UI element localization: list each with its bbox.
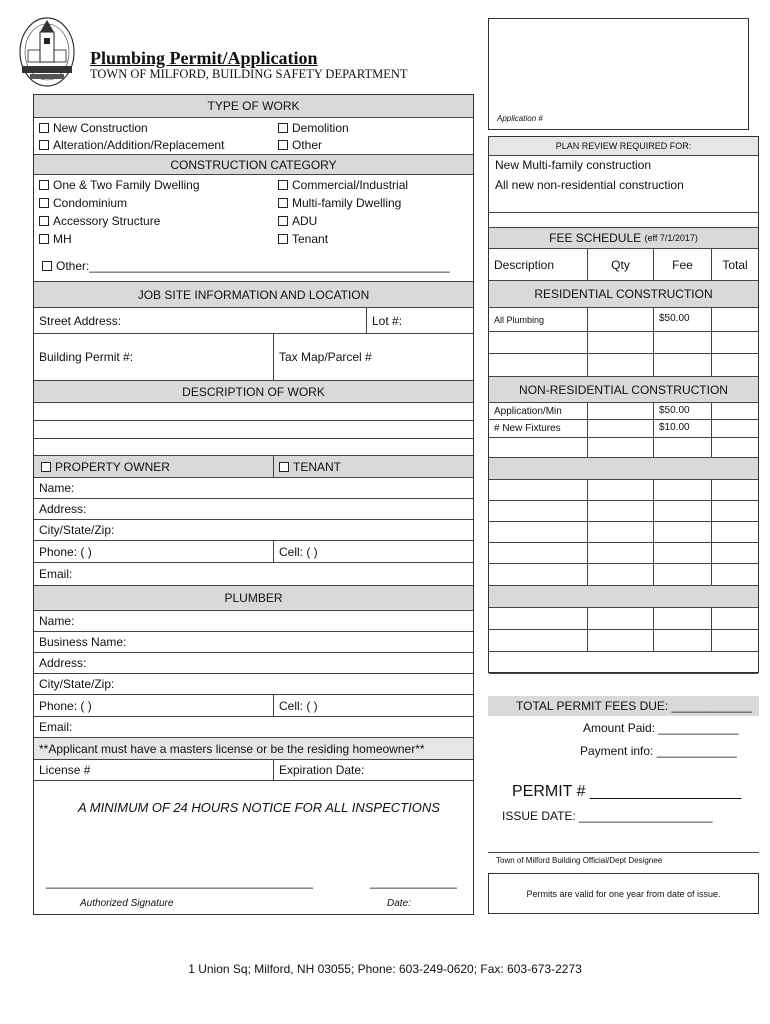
fee-row [489,608,758,630]
construction-category-options [34,175,473,282]
alteration-checkbox[interactable]: Alteration/Addition/Replacement [39,138,224,152]
one-two-family-checkbox[interactable]: One & Two Family Dwelling [39,178,200,192]
plan-review-item: New Multi-family construction [495,158,652,172]
qty-cell[interactable] [587,308,588,331]
permit-row [34,334,473,381]
fee-schedule-table [488,136,759,673]
commercial-checkbox[interactable]: Commercial/Industrial [278,178,408,192]
property-owner-checkbox[interactable]: PROPERTY OWNER [36,456,273,477]
other-category-checkbox[interactable]: Other:______________________________________________________ [42,259,450,273]
fee-row [489,403,758,420]
license-notice: **Applicant must have a masters license or be the residing homeowner** [34,738,473,760]
qty-cell[interactable] [587,420,588,437]
new-construction-checkbox[interactable]: New Construction [39,121,148,135]
fee-row [489,308,758,332]
owner-address-field[interactable]: Address: [34,499,473,520]
official-label: Town of Milford Building Official/Dept Designee [496,856,663,865]
mh-checkbox[interactable]: MH [39,232,72,246]
description-line[interactable] [34,439,473,456]
plumber-name-field[interactable]: Name: [34,611,473,632]
description-heading: DESCRIPTION OF WORK [34,381,473,403]
plumber-heading: PLUMBER [34,586,473,611]
description-line[interactable] [34,403,473,421]
fee-row [489,420,758,438]
fee-row [489,354,758,377]
col-fee: Fee [653,249,711,280]
expiration-date-field[interactable]: Expiration Date: [273,760,473,780]
fee-row [489,480,758,501]
signature-line[interactable]: ________________________________________ [46,875,313,889]
street-address-row [34,308,473,334]
license-row [34,760,473,781]
plan-review-item: All new non-residential construction [495,178,684,192]
building-permit-field[interactable]: Building Permit #: [39,350,134,364]
left-form [33,94,474,915]
accessory-structure-checkbox[interactable]: Accessory Structure [39,214,160,228]
fee-desc: # New Fixtures [494,423,561,434]
form-title: Plumbing Permit/Application [90,48,318,68]
plumber-email-field[interactable]: Email: [34,717,473,738]
plumber-cell-field[interactable]: Cell: ( ) [273,695,473,716]
owner-city-field[interactable]: City/State/Zip: [34,520,473,541]
fee-row [489,630,758,652]
date-label: Date: [387,898,411,909]
qty-cell[interactable] [587,403,588,419]
validity-note: Permits are valid for one year from date of issue. [488,873,759,914]
nonresidential-heading: NON-RESIDENTIAL CONSTRUCTION [489,377,758,403]
permit-number[interactable]: PERMIT # _________________ [512,783,742,800]
owner-email-field[interactable]: Email: [34,563,473,586]
job-site-heading: JOB SITE INFORMATION AND LOCATION [34,282,473,308]
fee-row [489,522,758,543]
lot-number-field[interactable]: Lot #: [366,308,473,333]
fee-columns-header [489,249,758,281]
total-cell[interactable] [711,403,712,419]
official-line [488,852,759,853]
issue-date[interactable]: ISSUE DATE: ____________________ [502,809,713,823]
fee-desc: All Plumbing [494,314,545,325]
blank-shaded-row [489,586,758,608]
plan-review-body [489,156,758,213]
date-line[interactable]: _____________ [370,875,457,889]
type-of-work-heading: TYPE OF WORK [34,95,473,118]
plumber-city-field[interactable]: City/State/Zip: [34,674,473,695]
fee-cell: $10.00 [653,420,711,437]
amount-paid[interactable]: Amount Paid: ____________ [583,721,739,735]
plumber-phone-row [34,695,473,717]
signature-label: Authorized Signature [80,898,174,909]
owner-name-field[interactable]: Name: [34,478,473,499]
fee-cell: $50.00 [653,308,711,331]
application-number-label: Application # [497,114,543,123]
tenant-checkbox[interactable]: Tenant [278,232,328,246]
total-cell[interactable] [711,308,712,331]
tenant-owner-checkbox[interactable]: TENANT [273,456,473,477]
fee-row [489,652,758,674]
description-line[interactable] [34,421,473,439]
street-address-field[interactable]: Street Address: [39,313,122,328]
tax-map-field[interactable]: Tax Map/Parcel # [273,334,473,380]
fee-row [489,564,758,586]
col-qty: Qty [587,249,653,280]
inspection-notice: A MINIMUM OF 24 HOURS NOTICE FOR ALL INSPECTIONS [78,800,440,815]
blank-shaded-row [489,458,758,480]
fee-row [489,501,758,522]
type-of-work-options [34,118,473,155]
multi-family-checkbox[interactable]: Multi-family Dwelling [278,196,401,210]
footer-address: 1 Union Sq; Milford, NH 03055; Phone: 603-249-0620; Fax: 603-673-2273 [188,962,582,976]
owner-phone-row [34,541,473,563]
other-work-checkbox[interactable]: Other [278,138,322,152]
blank-row [489,213,758,228]
plumber-phone-field[interactable]: Phone: ( ) [39,698,92,713]
residential-heading: RESIDENTIAL CONSTRUCTION [489,281,758,308]
fee-schedule-heading: FEE SCHEDULE (eff 7/1/2017) [489,228,758,249]
total-fees-due[interactable]: TOTAL PERMIT FEES DUE: ____________ [516,699,752,713]
col-description: Description [494,257,555,272]
fee-desc: Application/Min [494,405,562,417]
demolition-checkbox[interactable]: Demolition [278,121,349,135]
fee-row [489,543,758,564]
owner-phone-field[interactable]: Phone: ( ) [39,544,92,559]
plumber-address-field[interactable]: Address: [34,653,473,674]
application-number-box[interactable] [488,18,749,130]
total-cell[interactable] [711,420,712,437]
fee-row [489,438,758,458]
plumber-business-field[interactable]: Business Name: [34,632,473,653]
col-total: Total [711,249,758,280]
owner-cell-field[interactable]: Cell: ( ) [273,541,473,562]
form-subtitle: TOWN OF MILFORD, BUILDING SAFETY DEPARTMENT [90,67,408,81]
plan-review-heading: PLAN REVIEW REQUIRED FOR: [489,137,758,156]
town-seal-logo [18,10,76,94]
license-number-field[interactable]: License # [39,763,91,777]
payment-info[interactable]: Payment info: ____________ [580,744,737,758]
fee-cell: $50.00 [653,403,711,419]
construction-category-heading: CONSTRUCTION CATEGORY [34,155,473,175]
owner-heading-row [34,456,473,478]
condominium-checkbox[interactable]: Condominium [39,196,127,210]
fee-row [489,332,758,354]
adu-checkbox[interactable]: ADU [278,214,317,228]
